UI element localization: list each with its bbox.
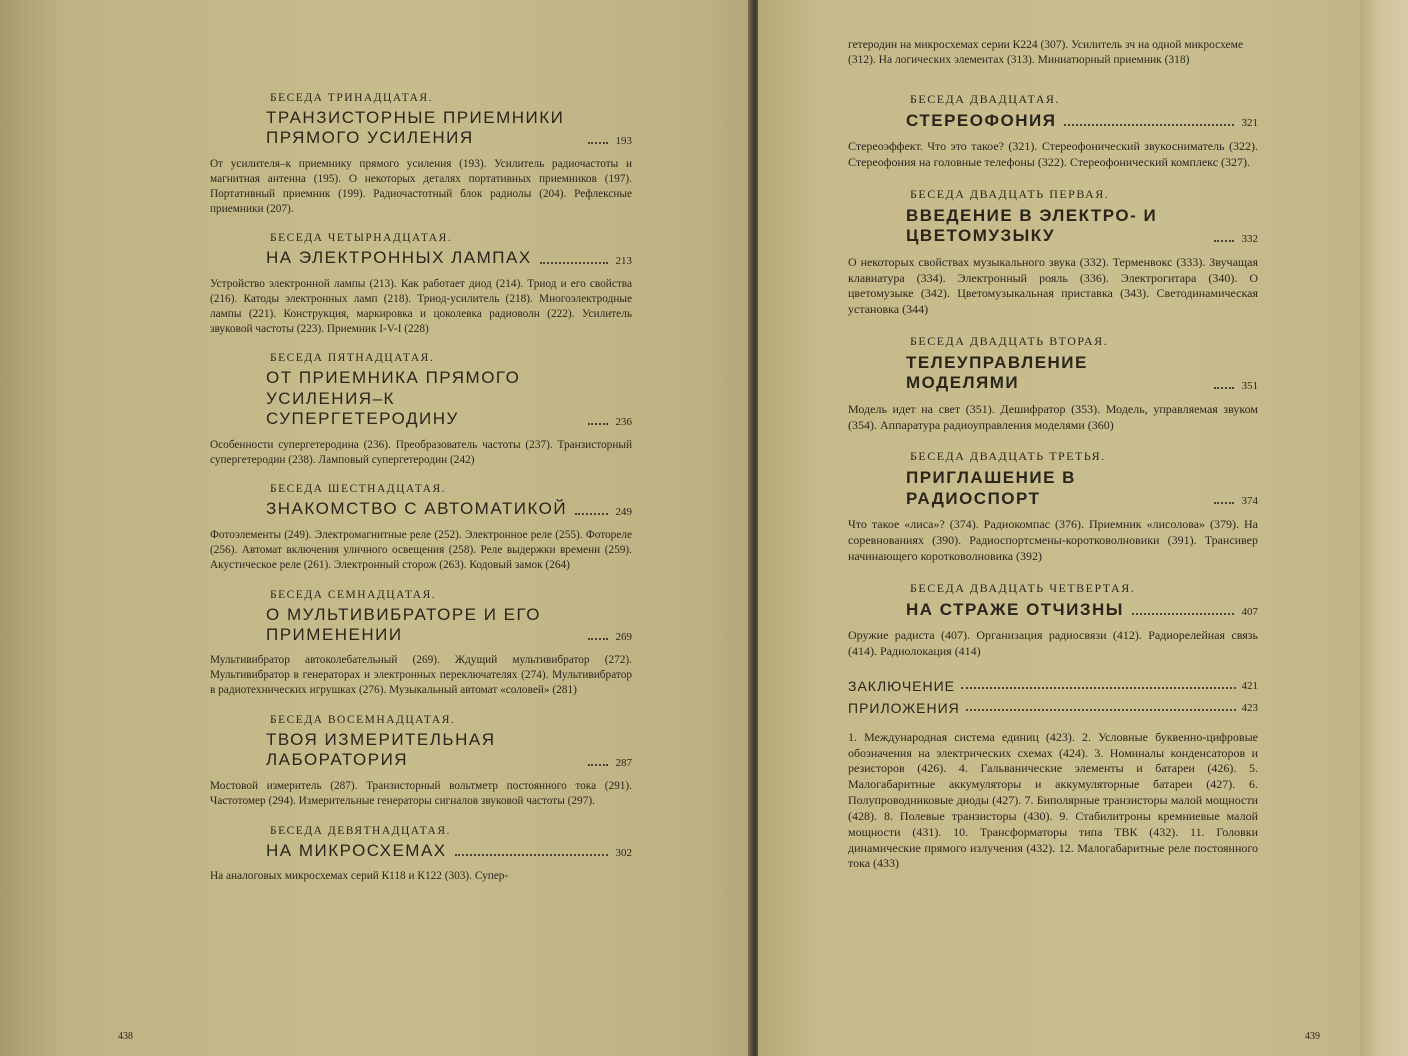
leader-dots [540,262,608,264]
section-description: Стереоэффект. Что это такое? (321). Стереофонический звукосниматель (322). Стереофония на головные телефоны (322). Стереофонический комплекс (327). [848,139,1258,170]
right-toc [848,92,1258,660]
toc-section [210,352,632,467]
section-title: О МУЛЬТИВИБРАТОРЕ И ЕГО ПРИМЕНЕНИИ [266,604,541,644]
section-page-number: 269 [615,631,632,644]
leader-dots [588,142,608,144]
section-page-number: 407 [1241,606,1258,619]
section-kicker: БЕСЕДА ДЕВЯТНАДЦАТАЯ. [270,824,451,837]
section-title: СТЕРЕОФОНИЯ [906,110,1057,130]
section-title-row [906,600,1258,620]
section-kicker: БЕСЕДА ДВАДЦАТЬ ПЕРВАЯ. [910,186,1110,201]
section-kicker: БЕСЕДА ДВАДЦАТЬ ВТОРАЯ. [910,334,1109,349]
section-title-row [266,730,632,771]
left-toc [210,92,632,884]
section-title: ОТ ПРИЕМНИКА ПРЯМОГО УСИЛЕНИЯ–К СУПЕРГЕТЕРОДИНУ [266,368,521,429]
section-description: Устройство электронной лампы (213). Как работает диод (214). Триод и его свойства (216). Катоды электронных ламп (218). Триод-усилитель (218). Многоэлектродные лампы (221). Конструкция, маркировка и цоколевка радиоволн (222). Усилитель звуковой частоты (223). Приемник I-V-I (228) [210,277,632,335]
section-page-number: 332 [1241,232,1258,245]
section-page-number: 351 [1241,379,1258,392]
section-kicker: БЕСЕДА ВОСЕМНАДЦАТАЯ. [270,714,456,727]
toc-section [210,483,632,572]
leader-dots [1214,240,1234,242]
right-page [758,0,1408,1056]
continuation-text: гетеродин на микросхемах серии К224 (307). Усилитель зч на одной микросхеме (312). На логических элементах (313). Миниатюрный приемник (318) [848,39,1244,66]
leader-dots [588,638,608,640]
section-title-row [906,206,1258,247]
section-description: Фотоэлементы (249). Электромагнитные реле (252). Электронное реле (255). Фотореле (256). Автомат включения уличного освещения (258). Реле выдержки времени (259). Акустическое реле (261). Электронный сторож (263). Кодовый замок (264) [210,528,632,571]
section-kicker: БЕСЕДА ЧЕТЫРНАДЦАТАЯ. [270,232,453,245]
section-title-row [266,499,632,519]
section-description: Мостовой измеритель (287). Транзисторный вольтметр постоянного тока (291). Частотомер (294). Измерительные генераторы сигналов звуковой частоты (297). [210,779,632,807]
appendix-entry [848,700,1258,716]
toc-section [848,92,1258,171]
section-page-number: 302 [615,847,632,859]
leader-dots [1064,124,1233,126]
page-number-left: 438 [118,1031,133,1042]
section-kicker: БЕСЕДА ДВАДЦАТЬ ТРЕТЬЯ. [910,449,1106,464]
page-number-right: 439 [1305,1031,1320,1042]
appendix-title: ПРИЛОЖЕНИЯ [848,699,960,716]
section-page-number: 321 [1241,117,1258,130]
section-description: О некоторых свойствах музыкального звука (332). Терменвокс (333). Звучащая клавиатура (334). Электронный рояль (336). Электрогитара (340). О цветомузыке (342). Цветомузыкальная приставка (343). Светодинамическая установка (344) [848,254,1258,317]
appendix-page: 423 [1241,701,1258,714]
leader-dots [575,513,607,515]
section-description: Мультивибратор автоколебательный (269). Ждущий мультивибратор (272). Мультивибратор в генераторах и электронных переключателях (274). Мультивибратор в радиотехнических игрушках (276). Музыкальный автомат «соловей» (281) [210,654,632,697]
section-kicker: БЕСЕДА ПЯТНАДЦАТАЯ. [270,352,435,365]
toc-section [210,825,632,884]
section-page-number: 287 [615,756,632,769]
conclusion-title: ЗАКЛЮЧЕНИЕ [848,677,955,694]
section-kicker: БЕСЕДА СЕМНАДЦАТАЯ. [270,588,437,601]
page-edge [1360,0,1408,1056]
section-page-number: 213 [615,254,632,267]
section-title: НА ЭЛЕКТРОННЫХ ЛАМПАХ [266,248,532,268]
leader-dots [455,854,608,856]
section-title: ТРАНЗИСТОРНЫЕ ПРИЕМНИКИ ПРЯМОГО УСИЛЕНИЯ [266,108,565,148]
section-page-number: 193 [615,134,632,147]
section-title-row [266,368,632,429]
leader-dots [1214,502,1234,504]
section-title: НА СТРАЖЕ ОТЧИЗНЫ [906,599,1124,619]
section-page-number: 374 [1241,495,1258,508]
section-description: Особенности супергетеродина (236). Преобразователь частоты (237). Транзисторный супергетеродин (238). Ламповый супергетеродин (242) [210,438,632,466]
toc-section [848,187,1258,318]
section-title: ЗНАКОМСТВО С АВТОМАТИКОЙ [266,499,568,519]
section-title-row [266,248,632,268]
toc-section [210,92,632,216]
section-description: От усилителя–к приемнику прямого усиления (193). Усилитель радиочастоты и магнитная антенна (195). О некоторых деталях портативных приемников (197). Портативный приемник (199). Радиочастотный блок радиолы (204). Рефлексные приемники (207). [210,157,632,215]
section-kicker: БЕСЕДА ДВАДЦАТЬ ЧЕТВЕРТАЯ. [910,580,1136,595]
section-title: ПРИГЛАШЕНИЕ В РАДИОСПОРТ [906,468,1076,508]
section-title-row [266,108,632,149]
section-page-number: 236 [615,415,632,428]
section-title-row [906,111,1258,131]
section-title: НА МИКРОСХЕМАХ [266,840,447,860]
section-title: ВВЕДЕНИЕ В ЭЛЕКТРО- И ЦВЕТОМУЗЫКУ [906,205,1158,246]
toc-section [848,449,1258,564]
section-description: Оружие радиста (407). Организация радиосвязи (412). Радиорелейная связь (414). Радиолокация (414) [848,628,1258,658]
toc-section [210,589,632,699]
section-title-row [906,353,1258,394]
leader-dots [1214,387,1234,389]
toc-section [210,232,632,336]
section-kicker: БЕСЕДА ТРИНАДЦАТАЯ. [270,92,433,104]
leader-dots [966,709,1236,711]
section-title: ТЕЛЕУПРАВЛЕНИЕ МОДЕЛЯМИ [906,353,1088,393]
appendix-description: 1. Международная система единиц (423). 2. Условные буквенно-цифровые обозначения на электрических схемах (424). 3. Номиналы конденсаторов и резисторов (426). 4. Гальванические элементы и батареи (426). 5. Малогабаритные аккумуляторы и аккумуляторные батареи (427). 6. Полупроводниковые диоды (427). 7. Биполярные транзисторы малой мощности (428). 8. Полевые транзисторы (430). 9. Стабилитроны кремниевые малой мощности (431). 10. Трансформаторы типа ТВК (432). 11. Головки динамические прямого излучения (432). 12. Малогабаритные реле постоянного тока (433) [848,729,1258,871]
conclusion-entry [848,678,1258,694]
leader-dots [588,764,608,766]
toc-section [210,714,632,809]
section-kicker: БЕСЕДА ДВАДЦАТАЯ. [910,91,1060,106]
section-description: На аналоговых микросхемах серий К118 и К122 (303). Супер- [210,870,509,882]
conclusion-page: 421 [1241,679,1258,692]
section-page-number: 249 [615,505,632,518]
section-description: Что такое «лиса»? (374). Радиокомпас (376). Приемник «лисолова» (379). На соревнованиях (390). Радиоспортсмены-коротковолновики (391). Трансивер начинающего коротковолновика (392) [848,517,1258,563]
leader-dots [961,687,1236,689]
leader-dots [588,423,608,425]
section-title-row [906,468,1258,509]
section-kicker: БЕСЕДА ШЕСТНАДЦАТАЯ. [270,483,447,496]
section-description: Модель идет на свет (351). Дешифратор (353). Модель, управляемая звуком (354). Аппаратура радиоуправления моделями (360) [848,401,1258,432]
section-title-row [266,841,632,861]
section-title-row [266,605,632,646]
toc-section [848,581,1258,660]
section-title: ТВОЯ ИЗМЕРИТЕЛЬНАЯ ЛАБОРАТОРИЯ [266,730,496,770]
leader-dots [1132,613,1234,615]
toc-section [848,334,1258,433]
